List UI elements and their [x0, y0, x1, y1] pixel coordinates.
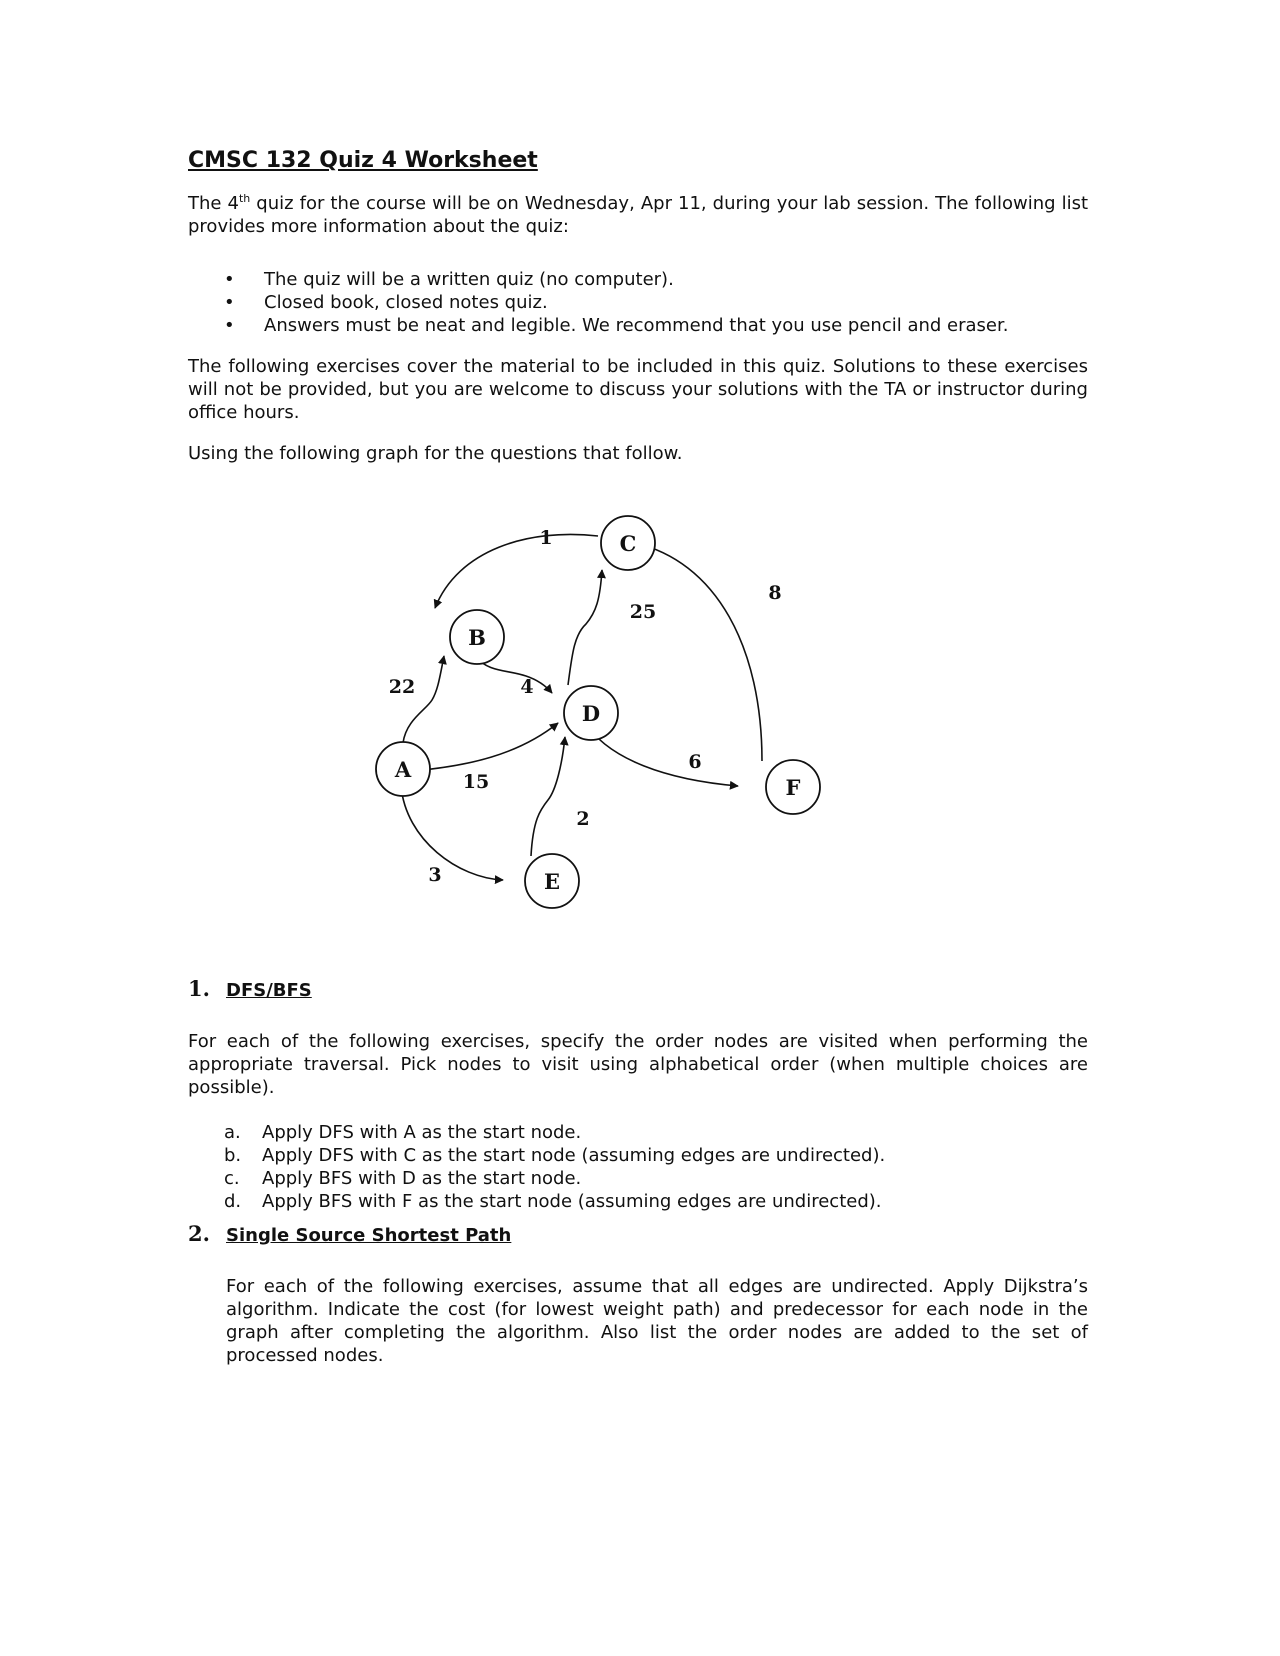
- page-title: CMSC 132 Quiz 4 Worksheet: [188, 148, 538, 173]
- section-2-description: For each of the following exercises, assume that all edges are undirected. Apply Dijkstra’s algorithm. Indicate the cost (for lowest weight path) and predecessor for each node in the graph after completing the algorithm. Also list the order nodes are added to the set of processed nodes.: [226, 1276, 1088, 1366]
- section-title: DFS/BFS: [226, 980, 312, 1001]
- list-marker: d.: [224, 1191, 242, 1212]
- section-number: 2.: [188, 1221, 210, 1246]
- node-label-f: F: [785, 775, 801, 800]
- bullet-icon: •: [224, 315, 235, 336]
- weight-label-a-d: 15: [462, 771, 490, 793]
- edge-f-c: [631, 542, 762, 761]
- weight-label-a-e: 3: [428, 864, 442, 886]
- weight-label-d-c: 25: [629, 601, 657, 623]
- list-item-text: Apply BFS with F as the start node (assuming edges are undirected).: [262, 1191, 882, 1212]
- node-label-a: A: [394, 757, 412, 782]
- list-item-text: The quiz will be a written quiz (no computer).: [264, 269, 674, 290]
- edge-c-b: [435, 534, 598, 608]
- section-2-heading: [188, 1219, 511, 1247]
- section-1-description: For each of the following exercises, specify the order nodes are visited when performing the appropriate traversal. Pick nodes to visit using alphabetical order (when multiple choices are possible).: [188, 1031, 1088, 1098]
- list-marker: c.: [224, 1168, 240, 1189]
- list-item-text: Closed book, closed notes quiz.: [264, 292, 548, 313]
- section-number: 1.: [188, 976, 210, 1001]
- graph-svg: [188, 0, 1088, 1656]
- bullet-icon: •: [224, 292, 235, 313]
- list-item-text: Apply BFS with D as the start node.: [262, 1168, 582, 1189]
- list-item-text: Apply DFS with C as the start node (assuming edges are undirected).: [262, 1145, 886, 1166]
- edge-d-c: [568, 570, 602, 685]
- list-item: [224, 1144, 885, 1167]
- section-1-exercise-list: [224, 1121, 885, 1213]
- node-label-e: E: [543, 869, 561, 894]
- list-item: [224, 1121, 885, 1144]
- weight-label-d-f: 6: [688, 751, 702, 773]
- edge-a-b: [403, 656, 444, 743]
- weight-label-f-c: 8: [768, 582, 782, 604]
- weight-label-c-b: 1: [539, 527, 553, 549]
- intro-text-start: The 4: [188, 193, 239, 214]
- list-item-text: Apply DFS with A as the start node.: [262, 1122, 582, 1143]
- edge-e-d: [531, 737, 565, 856]
- section-title: Single Source Shortest Path: [226, 1225, 512, 1246]
- edge-a-e: [401, 786, 503, 880]
- list-item: [224, 1167, 885, 1190]
- section-1-heading: [188, 974, 312, 1002]
- list-item: [224, 1190, 885, 1213]
- intro-superscript: th: [238, 192, 251, 205]
- list-marker: b.: [224, 1145, 242, 1166]
- edge-a-d: [413, 723, 558, 771]
- exercises-note: The following exercises cover the material to be included in this quiz. Solutions to these exercises will not be provided, but you are welcome to discuss your solutions with the TA or instructor during office hours.: [188, 356, 1088, 423]
- node-label-d: D: [581, 701, 601, 726]
- list-item-text: Answers must be neat and legible. We recommend that you use pencil and eraser.: [264, 315, 1009, 336]
- weight-label-b-d: 4: [520, 676, 534, 698]
- weight-label-a-b: 22: [388, 676, 416, 698]
- intro-text-end: quiz for the course will be on Wednesday, Apr 11, during your lab session. The following list provides more information about the quiz:: [188, 193, 1089, 237]
- node-label-b: B: [468, 625, 486, 650]
- node-label-c: C: [619, 531, 637, 556]
- weight-label-e-d: 2: [576, 808, 590, 830]
- list-marker: a.: [224, 1122, 241, 1143]
- graph-intro: Using the following graph for the questions that follow.: [188, 443, 683, 464]
- bullet-icon: •: [224, 269, 235, 290]
